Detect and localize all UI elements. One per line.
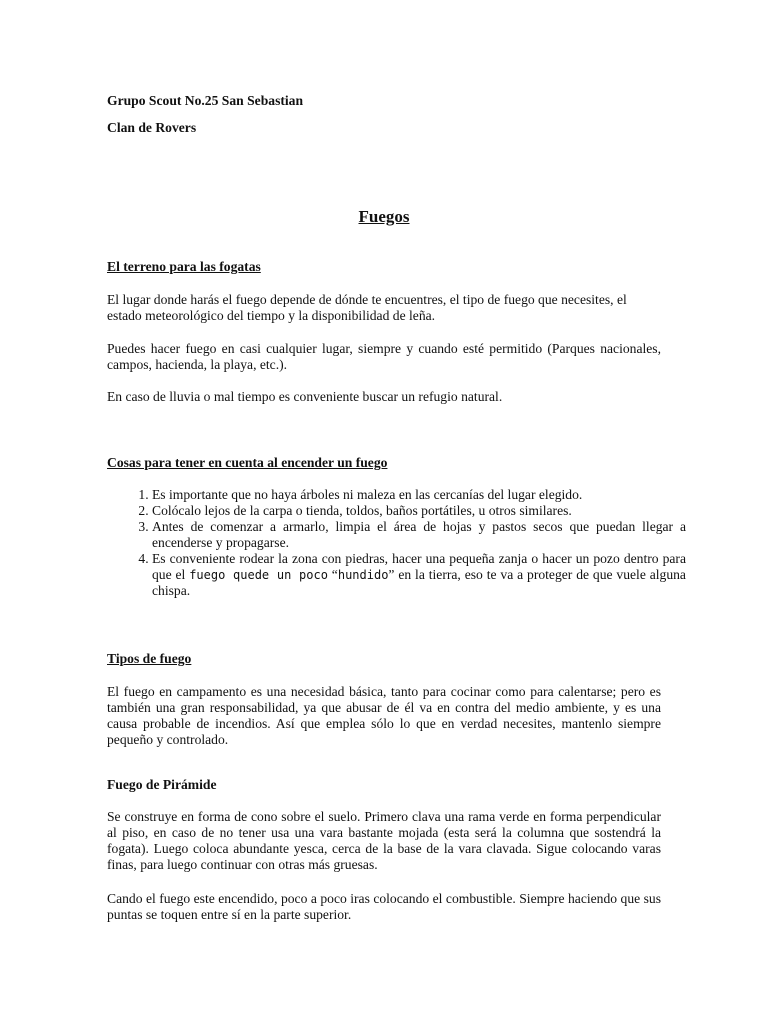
paragraph-piramide-1: Se construye en forma de cono sobre el suelo. Primero clava una rama verde en forma perpendicular al piso, en caso de no tener usa una vara bastante mojada (esta será la columna que sostendrá la fogata). Luego coloca abundante yesca, cerca de la base de la vara clavada. Sigue colocando varas finas, para luego continuar con otras más gruesas. (107, 809, 661, 872)
item4-text-mono-1: fuego quede un poco (189, 568, 328, 582)
group-name: Grupo Scout No.25 San Sebastian (107, 93, 304, 108)
paragraph-terreno-3: En caso de lluvia o mal tiempo es conveniente buscar un refugio natural. (107, 389, 503, 404)
section-heading-piramide: Fuego de Pirámide (107, 777, 217, 792)
page-title: Fuegos (358, 207, 410, 226)
list-item: 1. Es importante que no haya árboles ni maleza en las cercanías del lugar elegido. (152, 487, 686, 503)
item4-text-pre: Es conveniente rodear la zona con piedras, hacer una pequeña zanja o hacer un pozo dentro para que el (152, 551, 686, 582)
paragraph-terreno-2: Puedes hacer fuego en casi cualquier lugar, siempre y cuando esté permitido (Parques nacionales, campos, hacienda, la playa, etc.). (107, 341, 661, 372)
paragraph-tipos-1: El fuego en campamento es una necesidad básica, tanto para cocinar como para calentarse; pero es también una gran responsabilidad, ya que abusar de él va en contra del medio ambiente, y es una causa probable de incendios. Así que emplea sólo lo que en verdad necesites, mantenlo siempre pequeño y controlado. (107, 684, 661, 747)
paragraph-piramide-2: Cando el fuego este encendido, poco a poco iras colocando el combustible. Siempre haciendo que sus puntas se toquen entre sí en la parte superior. (107, 891, 661, 922)
clan-name: Clan de Rovers (107, 120, 197, 135)
item4-text-mono-2: hundido (337, 568, 389, 582)
list-item: 2. Colócalo lejos de la carpa o tienda, toldos, baños portátiles, u otros similares. (152, 503, 686, 519)
precautions-list (127, 487, 686, 599)
section-heading-tipos: Tipos de fuego (107, 651, 192, 666)
paragraph-terreno-1: El lugar donde harás el fuego depende de dónde te encuentres, el tipo de fuego que necesites, el estado meteorológico del tiempo y la disponibilidad de leña. (107, 292, 627, 323)
section-heading-cosas: Cosas para tener en cuenta al encender un fuego (107, 455, 388, 470)
list-item (152, 551, 686, 599)
item4-open-quote: “ (327, 567, 338, 582)
list-item: 3. Antes de comenzar a armarlo, limpia el área de hojas y pastos secos que puedan llegar a encenderse y propagarse. (152, 519, 686, 551)
item4-text-post: ” en la tierra, eso te va a proteger de que vuele alguna chispa. (152, 567, 686, 598)
section-heading-terreno: El terreno para las fogatas (107, 259, 261, 274)
